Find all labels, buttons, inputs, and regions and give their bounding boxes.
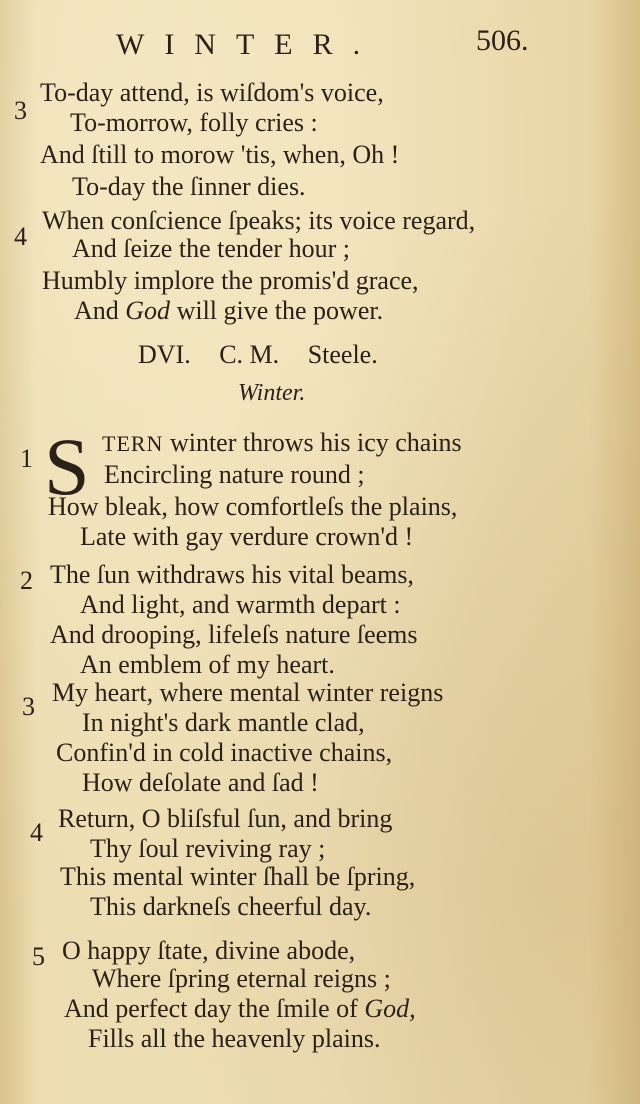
stanza-number: 4 [14, 222, 27, 251]
verse-line: To-morrow, folly cries : [70, 108, 318, 137]
verse-line [102, 428, 462, 459]
verse-line: Where ſpring eternal reigns ; [92, 964, 391, 993]
verse-line: This mental winter ſhall be ſpring, [60, 862, 416, 891]
stanza-number: 1 [20, 444, 33, 473]
verse-line: This darkneſs cheerful day. [90, 892, 372, 921]
verse-line: O happy ſtate, divine abode, [62, 936, 356, 965]
verse-line: In night's dark mantle clad, [82, 708, 365, 737]
verse-line: To-day the ſinner dies. [72, 172, 306, 201]
verse-line: How deſolate and ſad ! [82, 768, 319, 797]
verse-line: An emblem of my heart. [80, 650, 335, 679]
verse-text: And perfect day the ſmile of [64, 994, 358, 1023]
verse-line: Fills all the heavenly plains. [88, 1024, 381, 1053]
stanza-number: 2 [20, 566, 33, 595]
verse-line: Encircling nature round ; [104, 460, 365, 489]
hymn-heading [138, 340, 400, 370]
stanza-number: 3 [22, 692, 35, 721]
hymn-number: DVI. [138, 340, 191, 369]
hymn-meter: C. M. [219, 340, 280, 369]
stanza-number: 5 [32, 942, 45, 971]
hymn-author: Steele. [307, 340, 378, 369]
verse-line: Humbly implore the promis'd grace, [42, 266, 419, 295]
verse-line [74, 296, 383, 326]
first-word-rest: TERN [102, 431, 164, 456]
running-title: WINTER. [116, 28, 381, 61]
hymn-title: Winter. [238, 380, 306, 406]
verse-line: Late with gay verdure crown'd ! [80, 522, 414, 551]
verse-line: The ſun withdraws his vital beams, [50, 560, 414, 589]
verse-line: How bleak, how comfortleſs the plains, [48, 492, 458, 521]
verse-line: And ſeize the tender hour ; [72, 234, 350, 263]
verse-line: And ſtill to morow 'tis, when, Oh ! [40, 140, 400, 169]
verse-word: And [74, 296, 119, 325]
verse-line: Return, O bliſsful ſun, and bring [58, 804, 393, 833]
page-number: 506. [476, 24, 529, 57]
verse-text: winter throws his icy chains [169, 428, 462, 457]
verse-word-god: God, [364, 994, 416, 1023]
verse-line: And light, and warmth depart : [80, 590, 401, 619]
drop-cap-letter: S [44, 421, 90, 512]
page-header [0, 20, 640, 64]
verse-word: will give the power. [176, 296, 384, 325]
stanza-number: 4 [30, 818, 43, 847]
verse-line: My heart, where mental winter reigns [52, 678, 444, 707]
verse-line: Confin'd in cold inactive chains, [56, 738, 393, 767]
stanza-number: 3 [14, 96, 27, 125]
verse-line: When conſcience ſpeaks; its voice regard, [42, 206, 476, 235]
verse-word-god: God [125, 296, 171, 325]
verse-line [64, 994, 416, 1024]
verse-line: To-day attend, is wiſdom's voice, [40, 78, 384, 107]
verse-line: And drooping, lifeleſs nature ſeems [50, 620, 418, 649]
verse-line: Thy ſoul reviving ray ; [90, 834, 326, 863]
